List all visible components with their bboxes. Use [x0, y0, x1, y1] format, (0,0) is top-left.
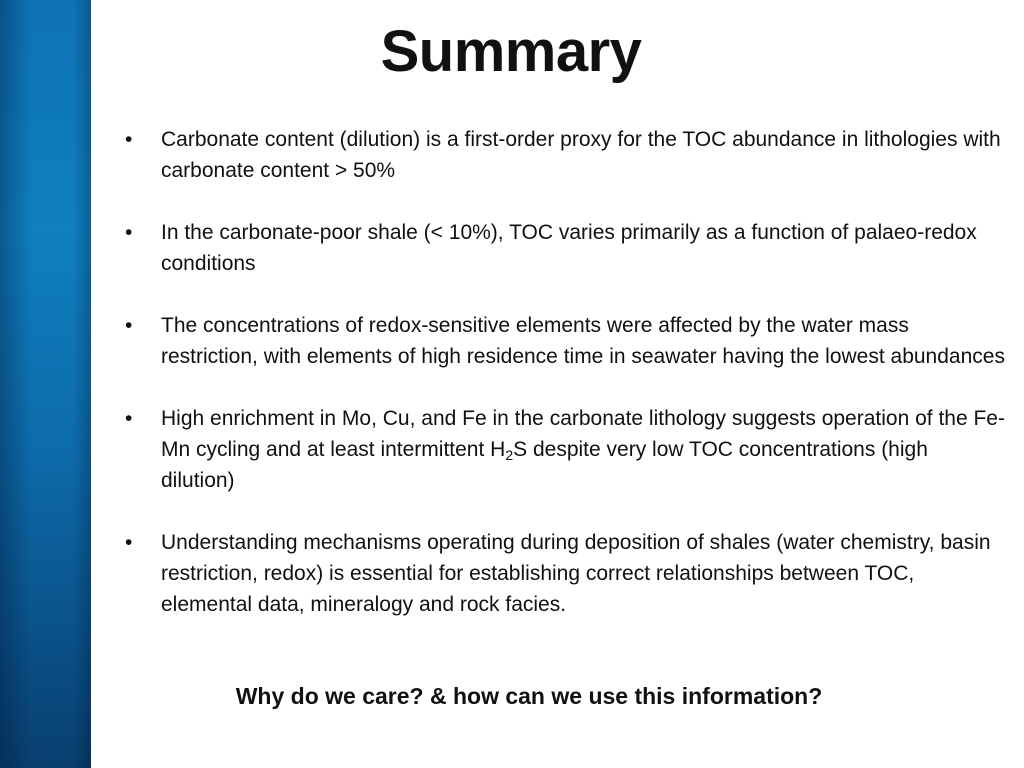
- bullet-marker: •: [125, 531, 133, 554]
- bullet-text: Carbonate content (dilution) is a first-order proxy for the TOC abundance in lithologies with carbonate content > 50%: [161, 128, 1001, 182]
- bullet-text: The concentrations of redox-sensitive elements were affected by the water mass restriction, with elements of high residence time in seawater having the lowest abundances: [161, 314, 1005, 368]
- bullet-text-part: S despite very low TOC concentrations (high dilution): [161, 438, 928, 492]
- bullet-marker: •: [125, 314, 133, 337]
- subscript-text: 2: [505, 447, 514, 463]
- bullet-text-part: High enrichment in Mo, Cu, and Fe in the carbonate lithology suggests operation of the Fe-Mn cycling and at least intermittent H: [161, 407, 1005, 461]
- bullet-item: [125, 527, 1005, 620]
- bullet-item: [125, 124, 1005, 186]
- slide-title: Summary: [380, 19, 642, 84]
- bullet-item: [125, 217, 1005, 279]
- bullet-item: [125, 310, 1005, 372]
- bullet-marker: •: [125, 128, 133, 151]
- bullet-list: [125, 124, 1005, 651]
- bullet-text: Understanding mechanisms operating during deposition of shales (water chemistry, basin restriction, redox) is essential for establishing correct relationships between TOC, elemental data, mineralogy and rock facies.: [161, 531, 991, 616]
- bullet-item: [125, 403, 1005, 496]
- decorative-sidebar: [0, 0, 91, 768]
- bullet-text: [161, 407, 1005, 492]
- closing-question: Why do we care? & how can we use this information?: [235, 683, 823, 709]
- bullet-text: In the carbonate-poor shale (< 10%), TOC varies primarily as a function of palaeo-redox conditions: [161, 221, 977, 275]
- bullet-marker: •: [125, 221, 133, 244]
- bullet-marker: •: [125, 407, 133, 430]
